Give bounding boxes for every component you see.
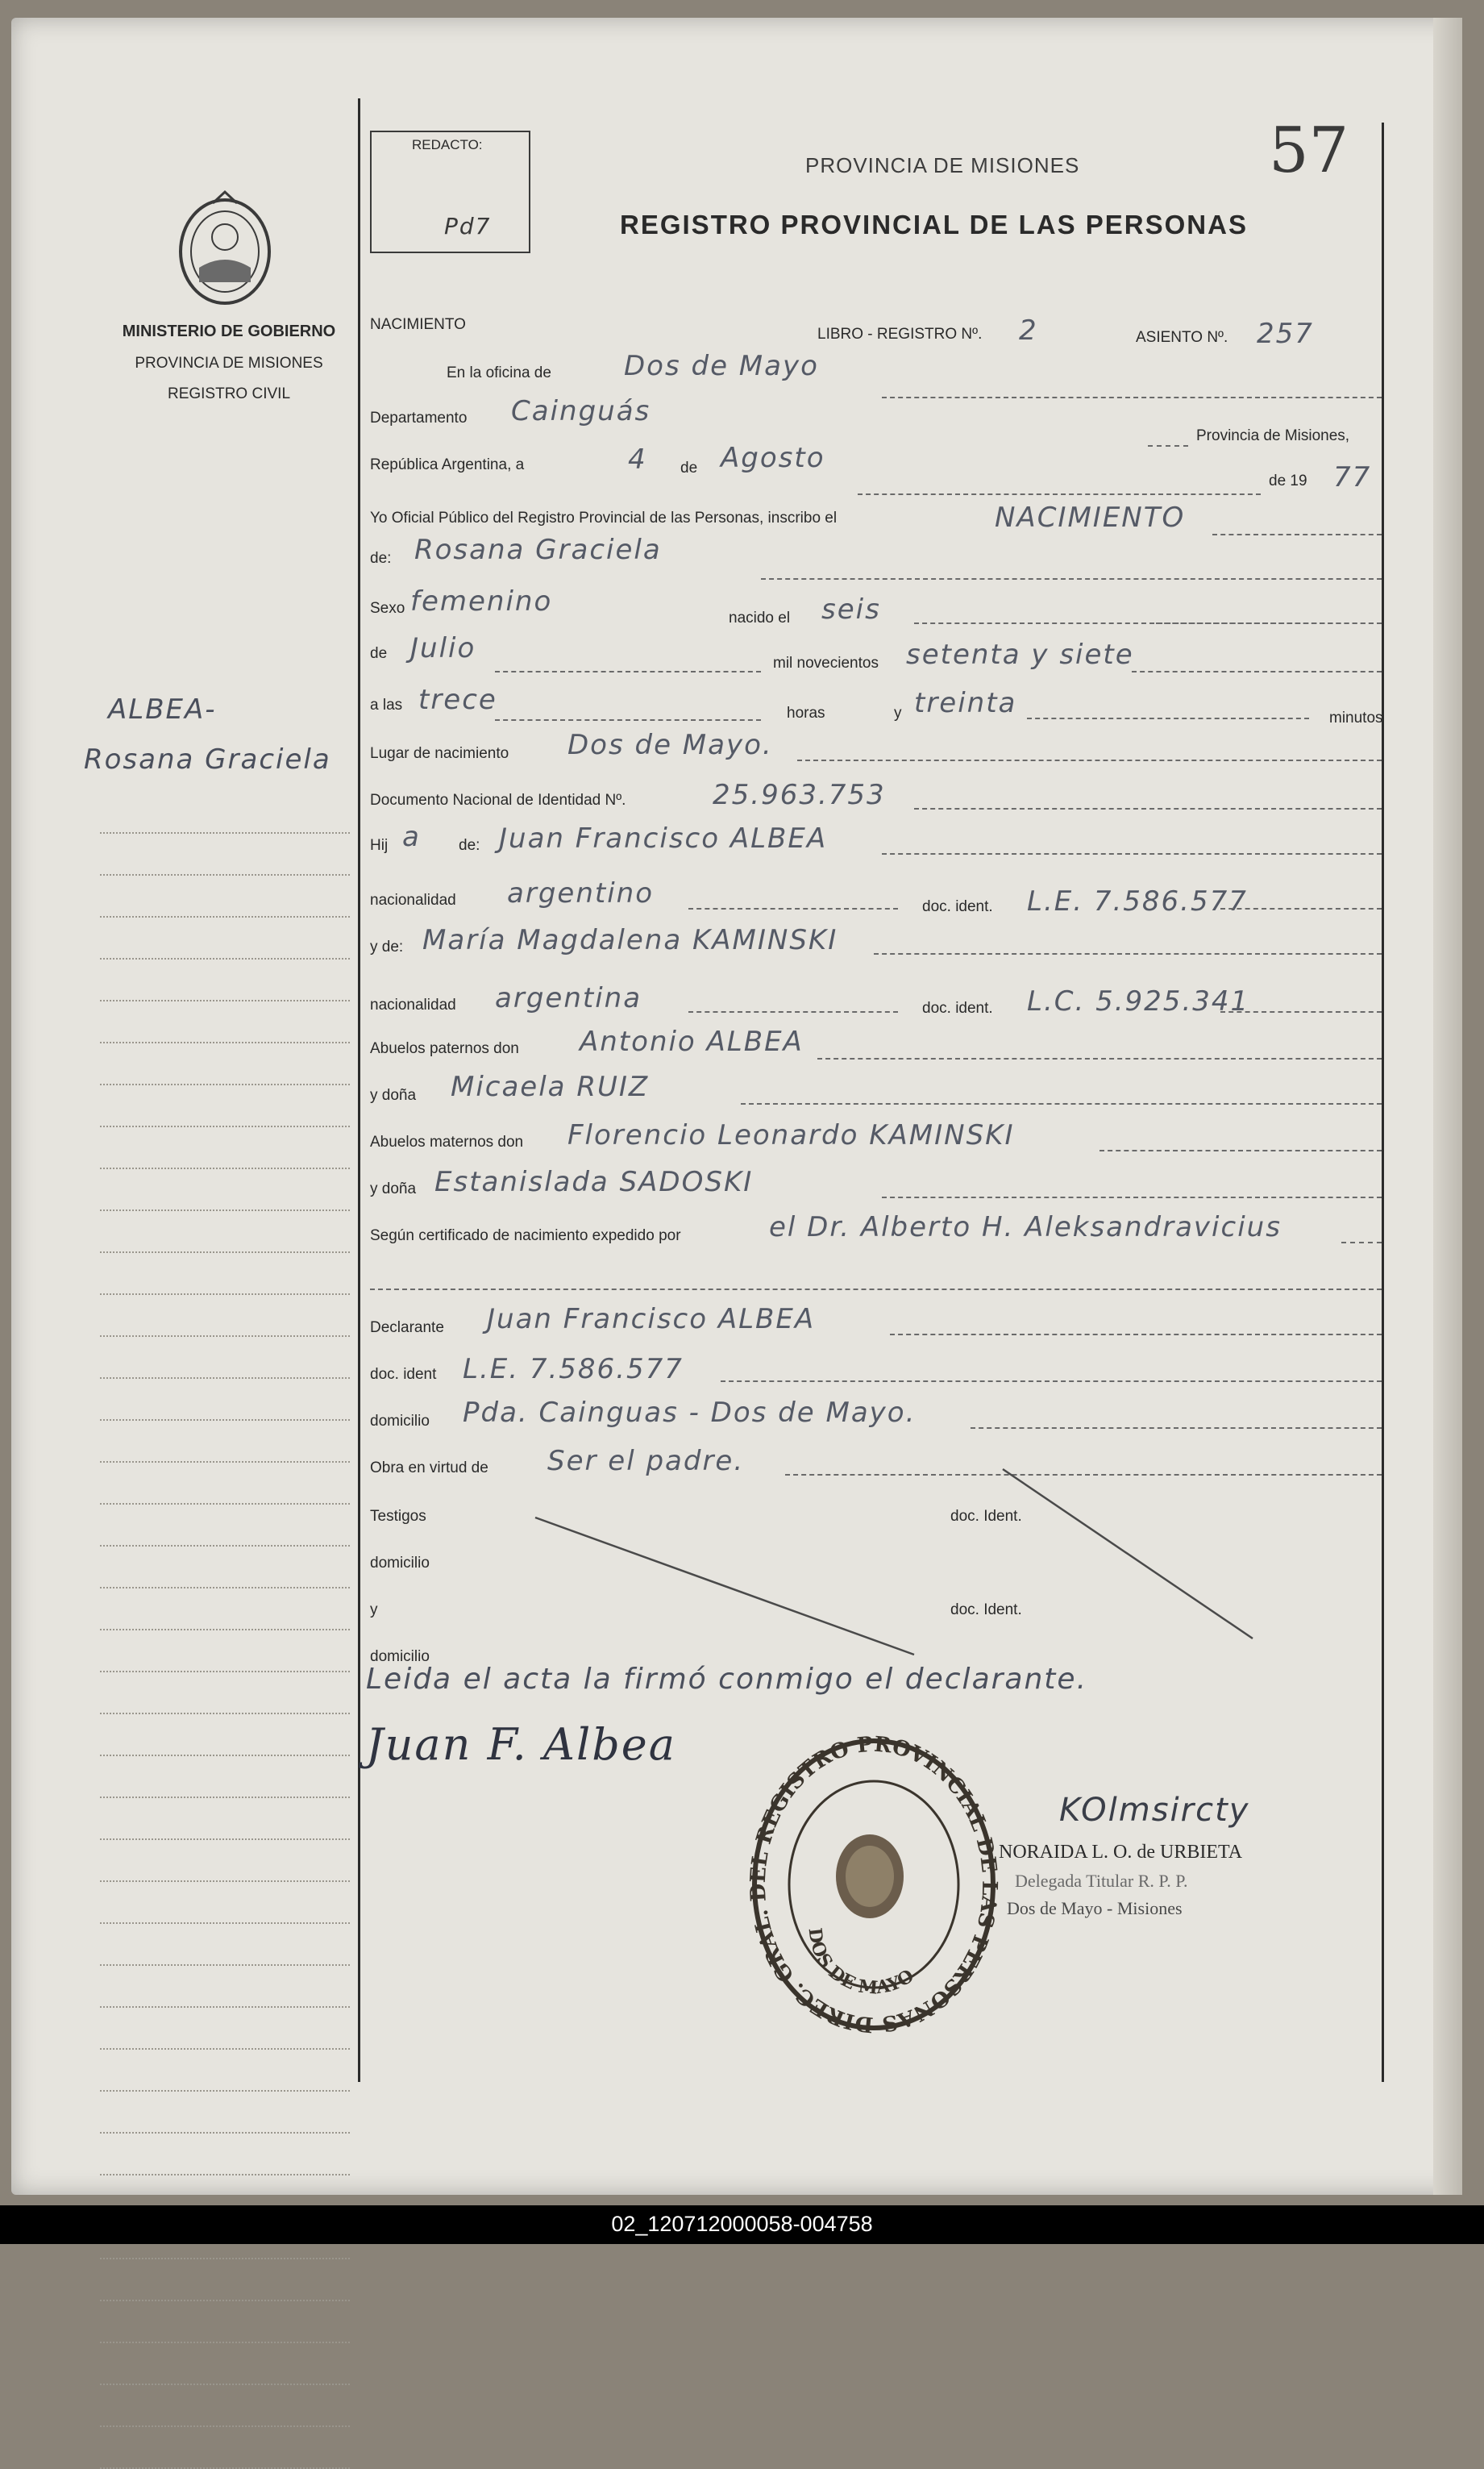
registry-title: REGISTRO PROVINCIAL DE LAS PERSONAS <box>620 210 1248 239</box>
horas-label-label: horas <box>787 705 825 722</box>
hij-suffix-value: a <box>402 821 421 853</box>
fill-line <box>874 953 1382 955</box>
margin-dotted-line <box>100 2384 350 2385</box>
nac-label-label: nacionalidad <box>370 892 456 909</box>
sexo-label-label: Sexo <box>370 600 405 617</box>
fill-line <box>817 1058 1382 1060</box>
margin-dotted-line <box>100 1545 350 1547</box>
abuelos-pat-label-label: Abuelos paternos don <box>370 1040 519 1057</box>
margin-dotted-line <box>100 1880 350 1882</box>
departamento-value-value: Cainguás <box>511 395 651 427</box>
fill-line <box>1027 718 1309 719</box>
page-number: 57 <box>1269 114 1349 187</box>
fill-line <box>890 1334 1382 1335</box>
de-nombre-label-label: de: <box>370 550 392 567</box>
padre-doc-value: L.E. 7.586.577 <box>1027 885 1248 918</box>
republica-label-label: República Argentina, a <box>370 456 525 473</box>
seal-outer-text: DIREC. GRAL. DEL REGISTRO PROVINCIAL DE LAS PERSONAS <box>746 1732 1002 2037</box>
de-mes-label-label: de <box>370 645 388 662</box>
fill-line <box>882 853 1382 855</box>
declarante-label-label: Declarante <box>370 1319 444 1336</box>
a-las-value-value: trece <box>418 684 497 716</box>
domicilio-value-value: Pda. Cainguas - Dos de Mayo. <box>463 1397 917 1429</box>
inscribo-value-value: NACIMIENTO <box>995 502 1186 534</box>
abuelos-mat-label-label: Abuelos maternos don <box>370 1134 524 1151</box>
margin-dotted-line <box>100 1461 350 1463</box>
obra-value-value: Ser el padre. <box>547 1445 745 1477</box>
redacto-box <box>370 131 530 253</box>
closing-statement: Leida el acta la firmó conmigo el declarante. <box>366 1663 1088 1696</box>
fill-line <box>721 1380 1382 1382</box>
y-de-label-label: y de: <box>370 939 404 956</box>
ministry-line-2: PROVINCIA DE MISIONES <box>135 355 323 372</box>
sexo-value-value: femenino <box>410 585 553 618</box>
province-emblem-icon <box>168 187 281 312</box>
fill-line <box>761 578 1382 580</box>
margin-dotted-line <box>100 1419 350 1421</box>
y-dona-label-label: y doña <box>370 1087 417 1104</box>
fill-line <box>688 908 898 910</box>
redacto-label: REDACTO: <box>412 137 483 152</box>
fill-line <box>495 671 761 672</box>
hij-label-label: Hij <box>370 837 389 854</box>
abuelo-mat-value: Florencio Leonardo KAMINSKI <box>567 1119 1015 1151</box>
libro-label-label: LIBRO - REGISTRO Nº. <box>817 326 983 343</box>
yo-oficial-label: Yo Oficial Público del Registro Provincial de las Personas, inscribo el <box>370 510 838 527</box>
ministry-line-3: REGISTRO CIVIL <box>167 385 291 402</box>
minutos-value-value: treinta <box>914 687 1017 719</box>
fill-line <box>1148 445 1188 447</box>
margin-dotted-line <box>100 1335 350 1337</box>
strike-lines <box>358 1453 1406 1695</box>
margin-dotted-line <box>100 2258 350 2259</box>
left-margin-rule <box>358 98 360 2082</box>
official-place: Dos de Mayo - Misiones <box>1007 1898 1183 1918</box>
fill-line <box>1341 1242 1382 1243</box>
fill-line <box>1132 671 1382 672</box>
margin-dotted-line <box>100 1964 350 1966</box>
t-doc2-label-label: doc. Ident. <box>950 1601 1022 1618</box>
margin-dotted-line <box>100 1629 350 1630</box>
doc-ident-label-label: doc. ident. <box>922 898 993 915</box>
a-las-label-label: a las <box>370 697 403 714</box>
fill-line <box>797 760 1382 761</box>
margin-dotted-line <box>100 1168 350 1169</box>
margin-dotted-line <box>100 2006 350 2008</box>
margin-dotted-line <box>100 1797 350 1798</box>
abuela-mat-value: Estanislada SADOSKI <box>434 1166 754 1198</box>
anio-value-value: 77 <box>1333 461 1372 493</box>
ministry-line-1: MINISTERIO DE GOBIERNO <box>122 323 336 340</box>
padre-value-value: Juan Francisco ALBEA <box>499 822 828 855</box>
oficina-value-value: Dos de Mayo <box>624 350 819 382</box>
fill-line <box>1220 908 1382 910</box>
anio-label-label: de 19 <box>1269 473 1307 489</box>
file-caption: 02_120712000058-004758 <box>611 2212 873 2236</box>
abuelo-pat-value: Antonio ALBEA <box>580 1026 804 1058</box>
minutos-label-label: minutos <box>1329 710 1383 727</box>
official-title: Delegada Titular R. P. P. <box>1015 1871 1188 1891</box>
y-dona-label-label: y doña <box>370 1180 417 1197</box>
margin-dotted-line <box>100 1713 350 1714</box>
asiento-label-label: ASIENTO Nº. <box>1136 329 1228 346</box>
fill-line <box>914 808 1382 810</box>
official-name: NORAIDA L. O. de URBIETA <box>999 1842 1243 1863</box>
redacto-value: Pd7 <box>444 213 492 239</box>
page-edge <box>1433 18 1462 2195</box>
fill-line <box>495 719 761 721</box>
margin-dotted-line <box>100 1126 350 1127</box>
margin-dotted-line <box>100 2048 350 2050</box>
official-signature: KOlmsircty <box>1059 1792 1250 1829</box>
segun-value-value: el Dr. Alberto H. Aleksandravicius <box>769 1211 1282 1243</box>
province-title: PROVINCIA DE MISIONES <box>805 153 1080 177</box>
margin-dotted-line <box>100 1042 350 1043</box>
declarante-value-value: Juan Francisco ALBEA <box>487 1303 816 1335</box>
margin-note-names: Rosana Graciela <box>84 743 331 776</box>
fill-line <box>1099 1150 1382 1151</box>
segun-label-label: Según certificado de nacimiento expedido por <box>370 1227 681 1244</box>
domicilio-label-label: domicilio <box>370 1413 430 1430</box>
margin-dotted-line <box>100 1838 350 1840</box>
lugar-value-value: Dos de Mayo. <box>567 729 773 761</box>
margin-dotted-line <box>100 2132 350 2134</box>
dia-value-value: 4 <box>628 443 647 476</box>
fill-line <box>858 493 1261 495</box>
provincia-suffix-label: Provincia de Misiones, <box>1196 427 1350 444</box>
madre-nac-value: argentina <box>495 982 642 1014</box>
padre-nac-value: argentino <box>507 877 654 910</box>
margin-dotted-line <box>100 2090 350 2092</box>
margin-dotted-line <box>100 2342 350 2343</box>
margin-dotted-line <box>100 2174 350 2175</box>
abuela-pat-value: Micaela RUIZ <box>451 1071 650 1103</box>
fill-line <box>882 397 1382 398</box>
fill-line <box>1212 534 1382 535</box>
departamento-label-label: Departamento <box>370 410 468 427</box>
fill-line <box>971 1427 1382 1429</box>
margin-dotted-line <box>100 1922 350 1924</box>
nacido-value-value: seis <box>821 593 881 626</box>
margin-dotted-line <box>100 2425 350 2427</box>
y-label-label: y <box>894 705 902 722</box>
t-domicilio2-label-label: domicilio <box>370 1648 430 1665</box>
margin-dotted-line <box>100 1755 350 1756</box>
nacido-mes-value: Julio <box>410 632 476 664</box>
nombre-value-value: Rosana Graciela <box>414 534 662 566</box>
margin-dotted-line <box>100 874 350 876</box>
margin-dotted-line <box>100 1377 350 1379</box>
margin-note-surname: ALBEA- <box>108 693 217 726</box>
document-page <box>11 18 1462 2195</box>
nacido-label-label: nacido el <box>729 610 791 627</box>
fill-line <box>1220 1011 1382 1013</box>
mil-value-value: setenta y siete <box>906 639 1134 671</box>
dni-label-label: Documento Nacional de Identidad Nº. <box>370 792 626 809</box>
declarante-doc-value: L.E. 7.586.577 <box>463 1353 684 1385</box>
fill-line <box>1156 622 1382 624</box>
madre-doc-value: L.C. 5.925.341 <box>1027 985 1250 1018</box>
testigos-label-label: Testigos <box>370 1508 426 1525</box>
margin-dotted-line <box>100 1671 350 1672</box>
fill-line <box>741 1103 1382 1105</box>
de-label-label: de <box>680 460 698 477</box>
margin-dotted-line <box>100 1210 350 1211</box>
seal-inner-text: DOS DE MAYO <box>804 1926 918 1999</box>
margin-dotted-line <box>100 1251 350 1253</box>
right-margin-rule <box>1382 123 1384 2082</box>
t-doc-label-label: doc. Ident. <box>950 1508 1022 1525</box>
svg-text:DOS DE MAYO <box>804 1927 917 1999</box>
de-padre-label-label: de: <box>459 837 480 854</box>
mes-value-value: Agosto <box>721 442 825 474</box>
caption-bar <box>0 2205 1484 2244</box>
margin-dotted-line <box>100 1587 350 1588</box>
obra-label-label: Obra en virtud de <box>370 1459 488 1476</box>
nac-label-label: nacionalidad <box>370 997 456 1014</box>
fill-line <box>688 1011 898 1013</box>
mil-label-label: mil novecientos <box>773 655 879 672</box>
doc-ident-label-label: doc. ident. <box>922 1000 993 1017</box>
margin-dotted-line <box>100 1000 350 1001</box>
margin-dotted-line <box>100 958 350 960</box>
libro-value-value: 2 <box>1019 314 1038 347</box>
doc-ident2-label-label: doc. ident <box>370 1366 437 1383</box>
margin-dotted-line <box>100 1503 350 1505</box>
margin-dotted-line <box>100 1293 350 1295</box>
fill-line <box>370 1289 1382 1290</box>
declarant-signature: Juan F. Albea <box>366 1719 676 1770</box>
dni-value-value: 25.963.753 <box>713 779 886 811</box>
asiento-value-value: 257 <box>1257 318 1314 350</box>
t-y-label-label: y <box>370 1601 378 1618</box>
margin-dotted-line <box>100 916 350 918</box>
nacimiento-label-label: NACIMIENTO <box>370 316 466 333</box>
lugar-label-label: Lugar de nacimiento <box>370 745 509 762</box>
margin-dotted-line <box>100 2300 350 2301</box>
margin-dotted-line <box>100 832 350 834</box>
oficina-label-label: En la oficina de <box>447 364 551 381</box>
t-domicilio-label-label: domicilio <box>370 1555 430 1572</box>
official-seal-icon <box>745 1727 1003 2050</box>
fill-line <box>882 1197 1382 1198</box>
margin-dotted-line <box>100 1084 350 1085</box>
madre-value-value: María Magdalena KAMINSKI <box>422 924 838 956</box>
